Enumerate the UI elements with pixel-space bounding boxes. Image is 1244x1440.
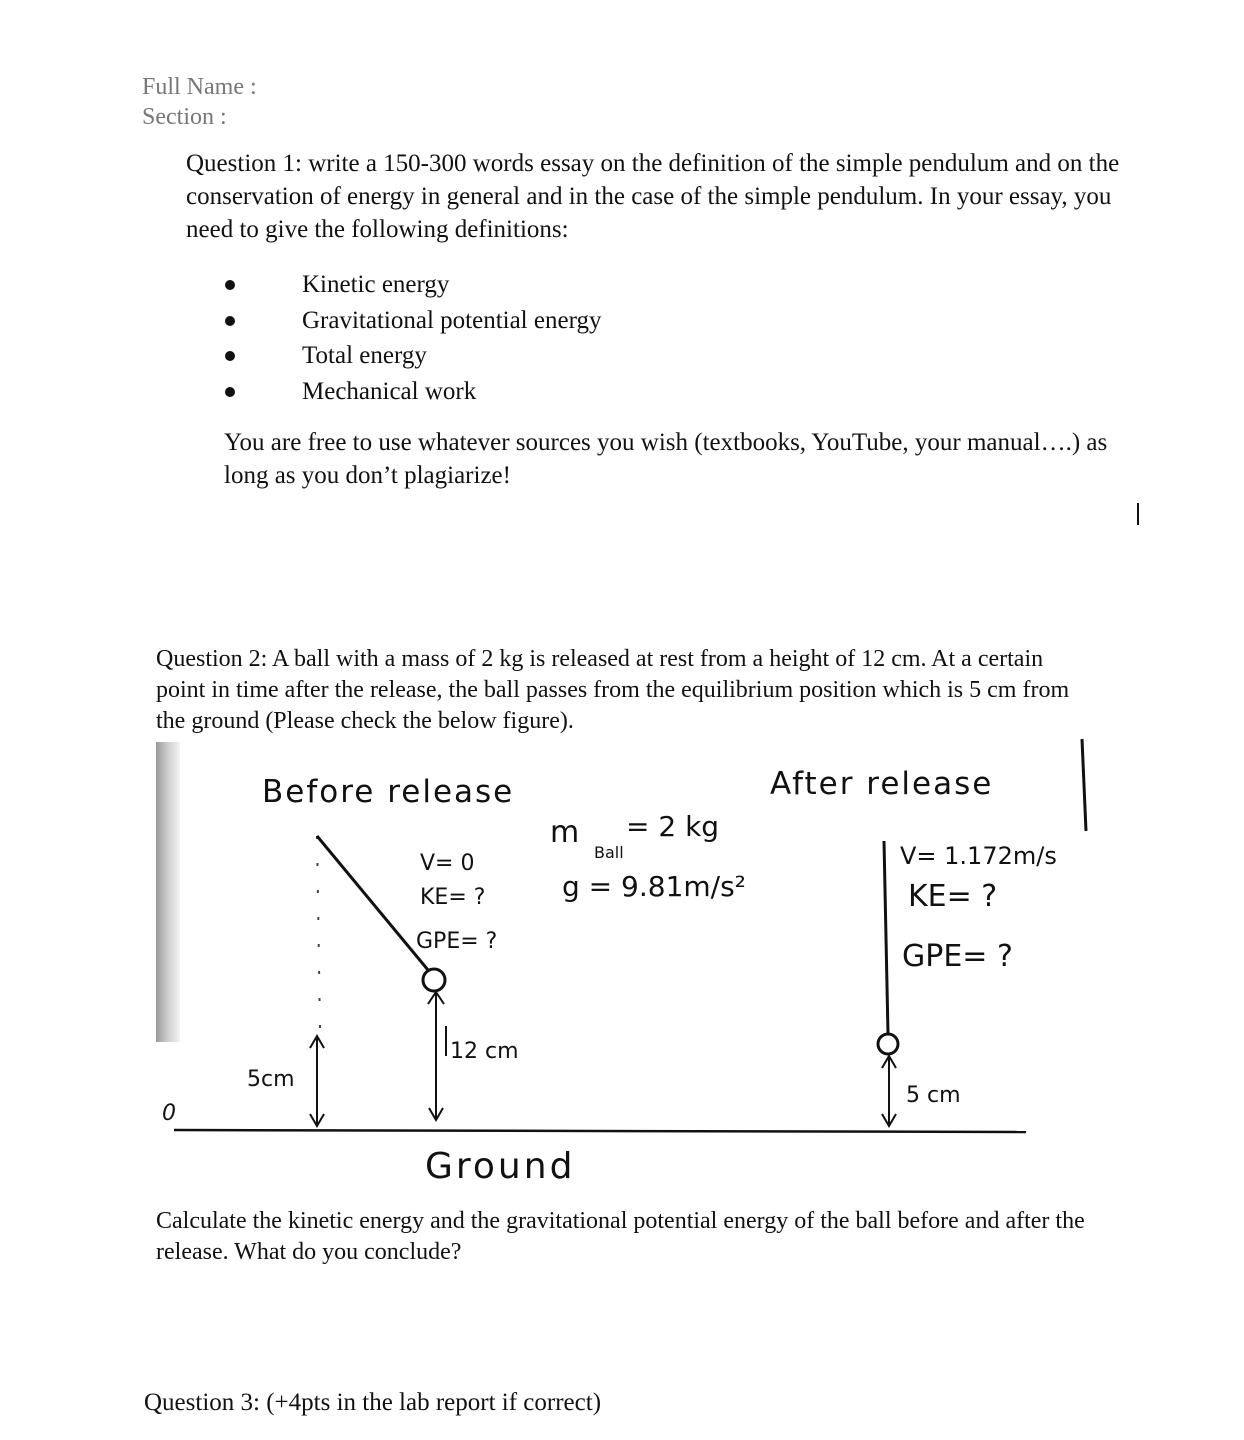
after-velocity: V= 1.172m/s bbox=[900, 842, 1057, 870]
vertical-rest-dotted-line bbox=[317, 836, 320, 1028]
origin-label: 0 bbox=[162, 1101, 176, 1126]
mass-subscript: Ball bbox=[594, 843, 624, 862]
definition-kinetic-energy: Kinetic energy bbox=[225, 267, 601, 303]
pendulum-ball-after bbox=[878, 1034, 898, 1054]
definition-mechanical-work: Mechanical work bbox=[225, 374, 601, 410]
question1-prompt: Question 1: write a 150-300 words essay on the definition of the simple pendulum and on the conservation of energy in general and in the case of the simple pendulum. In your essay, you need to give the following definitions: bbox=[186, 150, 1120, 243]
before-velocity: V= 0 bbox=[420, 851, 475, 876]
section-label: Section : bbox=[142, 104, 227, 130]
scan-edge bbox=[156, 742, 180, 1042]
pendulum-ball-before bbox=[423, 969, 445, 991]
pendulum-figure bbox=[150, 736, 1090, 1186]
right-frame-line bbox=[1082, 739, 1086, 831]
height-5-right-label: 5 cm bbox=[906, 1083, 961, 1108]
mass-annotation bbox=[550, 810, 719, 862]
definitions-list bbox=[225, 267, 601, 409]
gravity-value: g = 9.81m/s² bbox=[562, 870, 746, 903]
question3-title: Question 3: (+4pts in the lab report if correct) bbox=[144, 1389, 602, 1416]
after-release-label: After release bbox=[770, 766, 994, 802]
height-12-label: 12 cm bbox=[450, 1039, 519, 1064]
mass-value: = 2 kg bbox=[626, 810, 720, 843]
full-name-label: Full Name : bbox=[142, 74, 257, 100]
question2-task: Calculate the kinetic energy and the gravitational potential energy of the ball before and after the release. What do you conclude? bbox=[156, 1208, 1085, 1265]
text-cursor bbox=[1137, 503, 1139, 525]
height-5-left-label: 5cm bbox=[247, 1067, 295, 1092]
ground-line bbox=[174, 1130, 1026, 1132]
definition-gravitational-potential-energy: Gravitational potential energy bbox=[225, 303, 601, 339]
pendulum-string-after bbox=[884, 841, 888, 1034]
after-potential-energy: GPE= ? bbox=[902, 939, 1013, 974]
question1-note: You are free to use whatever sources you wish (textbooks, YouTube, your manual….) as long as you don’t plagiarize! bbox=[224, 429, 1108, 489]
after-kinetic-energy: KE= ? bbox=[908, 879, 998, 914]
ground-label: Ground bbox=[425, 1146, 576, 1186]
pendulum-string-before bbox=[317, 836, 428, 970]
question2-prompt: Question 2: A ball with a mass of 2 kg is released at rest from a height of 12 cm. At a certain point in time after the release, the ball passes from the equilibrium position which is 5 cm from the ground (Please check the below figure). bbox=[156, 646, 1070, 734]
before-kinetic-energy: KE= ? bbox=[420, 885, 486, 910]
pendulum-before bbox=[247, 836, 519, 1126]
before-release-label: Before release bbox=[262, 774, 515, 810]
before-potential-energy: GPE= ? bbox=[416, 929, 498, 954]
definition-total-energy: Total energy bbox=[225, 338, 601, 374]
mass-symbol: m bbox=[550, 815, 580, 850]
